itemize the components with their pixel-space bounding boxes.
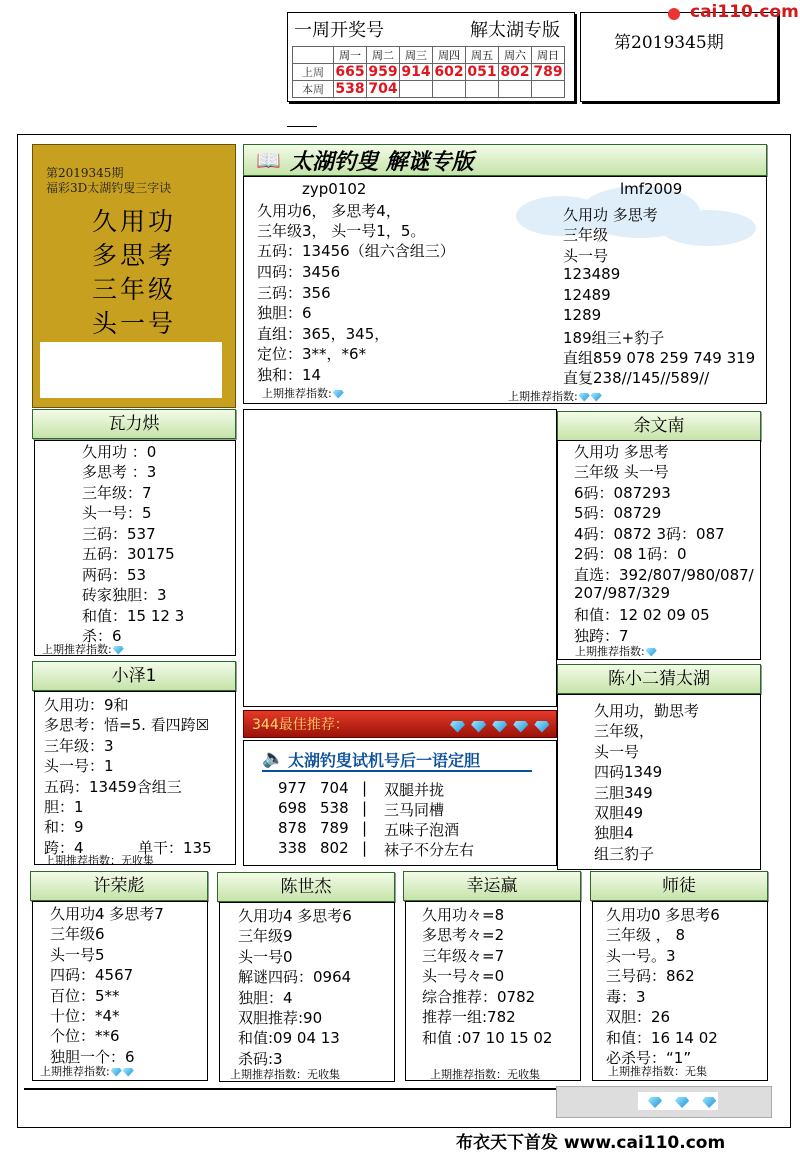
prediction-line: 多思考 ：3 xyxy=(82,463,157,481)
prediction-line: 双胆：26 xyxy=(606,1008,671,1026)
draw-number: 051 xyxy=(467,64,497,80)
prediction-line: 五码：13459含组三 xyxy=(44,778,182,796)
prediction-line: 三年级々=7 xyxy=(422,947,505,965)
diamond-icon xyxy=(492,721,507,733)
prediction-line: 四码：3456 xyxy=(257,263,341,281)
issue-number: 第2019345期 xyxy=(614,33,724,53)
issue-panel xyxy=(580,12,778,102)
diamond-icon xyxy=(591,393,602,402)
prediction-line: 三年级 xyxy=(563,226,609,244)
prediction-line: 三年级：7 xyxy=(82,484,152,502)
prediction-line: 双胆推荐:90 xyxy=(238,1009,323,1027)
site-logo[interactable]: cai110.com xyxy=(690,2,799,22)
separator: | xyxy=(362,839,368,857)
prediction-line: 三号码：862 xyxy=(606,967,695,985)
expert-name: zyp0102 xyxy=(302,180,367,198)
prediction-line: 久用功 多思考 xyxy=(563,206,658,224)
machine-num: 878 xyxy=(278,819,307,837)
prediction-line: 百位：5** xyxy=(50,987,120,1005)
expert-name: lmf2009 xyxy=(620,180,683,198)
draw-number: 914 xyxy=(401,64,431,80)
prediction-line: 头一号0 xyxy=(238,948,293,966)
diamond-icon xyxy=(113,646,124,655)
prediction-line: 三码：537 xyxy=(82,525,156,543)
prediction-line: 6码：087293 xyxy=(574,484,671,502)
prediction-line: 毒：3 xyxy=(606,988,646,1006)
prediction-line: 胆：1 xyxy=(44,798,84,816)
prediction-line: 推荐一组:782 xyxy=(422,1008,516,1026)
prediction-line: 多思考々=2 xyxy=(422,926,505,944)
day-label: 周日 xyxy=(532,47,565,64)
prediction-line: 头一号 xyxy=(594,743,640,761)
prediction-line: 独胆：6 xyxy=(257,304,312,322)
prediction-line: 207/987/329 xyxy=(574,584,670,602)
special-edition-title: 解太湖专版 xyxy=(470,20,560,41)
hint-phrase: 三马同槽 xyxy=(384,801,445,819)
diamond-icon xyxy=(333,390,344,399)
hint-phrase: 袜子不分左右 xyxy=(384,841,475,859)
prediction-line: 独跨：7 xyxy=(574,627,629,645)
diamond-icon xyxy=(471,721,486,733)
prediction-line: 三年级3， 头一号1，5。 xyxy=(257,222,426,240)
prediction-line: 两码：53 xyxy=(82,566,147,584)
best-pick-gems xyxy=(449,716,549,735)
prediction-line: 四码：4567 xyxy=(50,966,134,984)
rec-index: 上期推荐指数: xyxy=(42,641,124,657)
machine-num: 698 xyxy=(278,799,307,817)
prediction-line: 头一号々=0 xyxy=(422,967,505,985)
prediction-line: 解谜四码：0964 xyxy=(238,968,352,986)
prediction-line: 头一号：1 xyxy=(44,757,114,775)
prediction-line: 久用功4 多思考7 xyxy=(50,905,164,923)
prediction-line: 个位：**6 xyxy=(50,1027,120,1045)
day-header-row xyxy=(293,47,565,64)
section-title-xurongbiao: 许荣彪 xyxy=(30,871,208,901)
section-title-xiaoze: 小泽1 xyxy=(32,661,236,691)
prediction-line: 独胆一个：6 xyxy=(50,1048,135,1066)
draw-num: 789 xyxy=(320,819,349,837)
rec-index: 上期推荐指数: xyxy=(508,388,602,404)
prediction-line: 必杀号：“1” xyxy=(606,1049,692,1067)
diamond-icon xyxy=(534,721,549,733)
prediction-line: 久用功6， 多思考4， xyxy=(257,202,401,220)
day-label: 周五 xyxy=(466,47,499,64)
rec-index: 上期推荐指数：无集 xyxy=(608,1065,707,1078)
gold-blank-area xyxy=(40,342,222,398)
draw-number xyxy=(400,81,433,98)
separator: | xyxy=(362,819,368,837)
prediction-line: 多思考：悟=5. 看四跨☒ xyxy=(44,716,210,734)
prediction-line: 和值：12 02 09 05 xyxy=(574,606,710,624)
gold-subtitle: 福彩3D太湖钓叟三字诀 xyxy=(46,181,172,195)
prediction-line: 五码：13456（组六含组三） xyxy=(257,242,455,260)
diamond-icon xyxy=(579,393,590,402)
row-label: 本周 xyxy=(293,81,334,98)
prediction-line: 久用功0 多思考6 xyxy=(606,906,720,924)
prediction-line: 直组859 078 259 749 319 xyxy=(563,349,756,367)
gold-line: 多思考 xyxy=(92,241,177,270)
row-label: 上周 xyxy=(293,64,334,81)
gold-line: 三年级 xyxy=(92,275,177,304)
section-title-chenxiaoer: 陈小二猜太湖 xyxy=(557,664,761,694)
divider xyxy=(262,770,532,772)
prediction-line: 久用功4 多思考6 xyxy=(238,907,352,925)
prediction-line: 和：9 xyxy=(44,818,84,836)
prediction-line: 189组三+豹子 xyxy=(563,329,665,347)
diamond-icon xyxy=(702,1097,716,1108)
day-label: 周一 xyxy=(334,47,367,64)
draw-number: 959 xyxy=(368,64,398,80)
prediction-line: 和值：16 14 02 xyxy=(606,1029,718,1047)
weekly-draw-table xyxy=(292,46,565,98)
day-label: 周二 xyxy=(367,47,400,64)
prediction-line: 独和：14 xyxy=(257,366,322,384)
prediction-line: 三码：356 xyxy=(257,284,331,302)
prediction-line: 单干：135 xyxy=(138,839,212,857)
prediction-line: 独胆：4 xyxy=(238,989,293,1007)
section-title-xingyunying: 幸运赢 xyxy=(403,871,581,901)
machine-title: 太湖钓叟试机号后一语定胆 xyxy=(288,751,481,770)
diamond-icon xyxy=(450,721,465,733)
draw-number xyxy=(499,81,532,98)
prediction-line: 砖家独胆：3 xyxy=(82,586,167,604)
gold-issue: 第2019345期 xyxy=(46,166,124,180)
section-title-yuwennan: 余文南 xyxy=(557,411,761,441)
prediction-line: 直复238//145//589// xyxy=(563,369,710,387)
diamond-icon xyxy=(111,1068,122,1077)
logo-dot-icon xyxy=(668,8,680,20)
weekly-draw-title: 一周开奖号 xyxy=(294,20,384,41)
prediction-line: 久用功：9和 xyxy=(44,696,129,714)
section-title-chenshijie: 陈世杰 xyxy=(217,872,395,902)
prediction-line: 五码：30175 xyxy=(82,545,175,563)
prediction-line: 久用功 多思考 xyxy=(574,443,669,461)
prediction-line: 定位：3**，*6* xyxy=(257,345,367,363)
day-label: 周三 xyxy=(400,47,433,64)
hint-phrase: 五味子泡酒 xyxy=(384,821,460,839)
draw-number xyxy=(466,81,499,98)
best-pick-label: 344最佳推荐： xyxy=(252,717,349,733)
rec-index: 上期推荐指数: xyxy=(575,643,657,659)
prediction-line: 三年级 ， 8 xyxy=(606,926,686,944)
prediction-line: 1289 xyxy=(563,306,602,324)
diamond-icon xyxy=(648,1097,662,1108)
this-week-row xyxy=(293,81,565,98)
prediction-line: 久用功々=8 xyxy=(422,906,505,924)
separator: | xyxy=(362,779,368,797)
draw-number xyxy=(433,81,466,98)
page-title: 太湖钓叟 解谜专版 xyxy=(290,149,474,175)
prediction-line: 三年级 头一号 xyxy=(574,463,669,481)
prediction-line: 直组：365，345， xyxy=(257,325,390,343)
prediction-line: 头一号5 xyxy=(50,946,105,964)
rec-index: 上期推荐指数：无收集 xyxy=(430,1068,540,1081)
prediction-line: 四码1349 xyxy=(594,763,663,781)
section-title-shitu: 师徒 xyxy=(590,871,768,901)
hint-phrase: 双腿并拢 xyxy=(384,781,445,799)
separator: | xyxy=(362,799,368,817)
bottom-gems xyxy=(638,1092,718,1110)
rec-index: 上期推荐指数：无收集 xyxy=(230,1068,340,1081)
prediction-line: 三年级9 xyxy=(238,927,293,945)
prediction-line: 12489 xyxy=(563,286,611,304)
prediction-line: 三胆349 xyxy=(594,784,653,802)
draw-num: 802 xyxy=(320,839,349,857)
prediction-line: 综合推荐：0782 xyxy=(422,988,536,1006)
draw-number: 665 xyxy=(335,64,365,80)
gold-line: 头一号 xyxy=(92,309,177,338)
diamond-icon xyxy=(646,648,657,657)
prediction-line: 和值 :07 10 15 02 xyxy=(422,1029,553,1047)
draw-num: 538 xyxy=(320,799,349,817)
gold-line: 久用功 xyxy=(92,207,177,236)
diamond-icon xyxy=(513,721,528,733)
cloud-decoration xyxy=(660,210,756,246)
book-icon: 📖 xyxy=(256,148,281,172)
diamond-icon xyxy=(123,1068,134,1077)
footer-credit: 布衣天下首发 www.cai110.com xyxy=(456,1133,726,1153)
rec-index: 上期推荐指数: xyxy=(262,385,344,401)
prediction-line: 杀：6 xyxy=(82,627,122,645)
day-label: 周四 xyxy=(433,47,466,64)
prediction-line: 双胆49 xyxy=(594,804,644,822)
prediction-line: 十位：*4* xyxy=(50,1007,120,1025)
draw-number: 704 xyxy=(368,81,398,97)
prediction-line: 三年级：3 xyxy=(44,737,114,755)
machine-num: 338 xyxy=(278,839,307,857)
prediction-line: 123489 xyxy=(563,265,621,283)
prediction-line: 三年级， xyxy=(594,722,655,740)
prediction-line: 三年级6 xyxy=(50,925,105,943)
prediction-line: 头一号 xyxy=(563,247,609,265)
prediction-line: 久用功，勤思考 xyxy=(594,702,700,720)
speaker-icon: 🔈 xyxy=(262,748,285,769)
prediction-line: 跨：4 xyxy=(44,839,84,857)
center-blank-box xyxy=(243,409,557,707)
draw-number: 538 xyxy=(335,81,365,97)
divider xyxy=(24,1088,560,1090)
prediction-line: 2码：08 1码：0 xyxy=(574,545,687,563)
prediction-line: 和值:09 04 13 xyxy=(238,1029,340,1047)
draw-number: 802 xyxy=(500,64,530,80)
day-label: 周六 xyxy=(499,47,532,64)
prediction-line: 5码：08729 xyxy=(574,504,662,522)
section-title-walihong: 瓦力烘 xyxy=(32,409,236,439)
rec-index: 上期推荐指数: xyxy=(40,1063,134,1079)
rec-index: 上期推荐指数：无收集 xyxy=(44,854,154,867)
prediction-line: 直选：392/807/980/087/ xyxy=(574,566,754,584)
prediction-line: 独胆4 xyxy=(594,824,634,842)
prediction-line: 杀码:3 xyxy=(238,1050,283,1068)
diamond-icon xyxy=(675,1097,689,1108)
prediction-line: 头一号：5 xyxy=(82,504,152,522)
last-week-row xyxy=(293,64,565,81)
divider xyxy=(287,126,317,127)
prediction-line: 4码：0872 3码：087 xyxy=(574,525,725,543)
draw-number xyxy=(532,81,565,98)
draw-number: 602 xyxy=(434,64,464,80)
draw-num: 704 xyxy=(320,779,349,797)
prediction-line: 头一号。3 xyxy=(606,947,676,965)
prediction-line: 久用功 ：0 xyxy=(82,443,157,461)
draw-number: 789 xyxy=(533,64,563,80)
prediction-line: 组三豹子 xyxy=(594,845,655,863)
machine-num: 977 xyxy=(278,779,307,797)
prediction-line: 和值：15 12 3 xyxy=(82,607,185,625)
